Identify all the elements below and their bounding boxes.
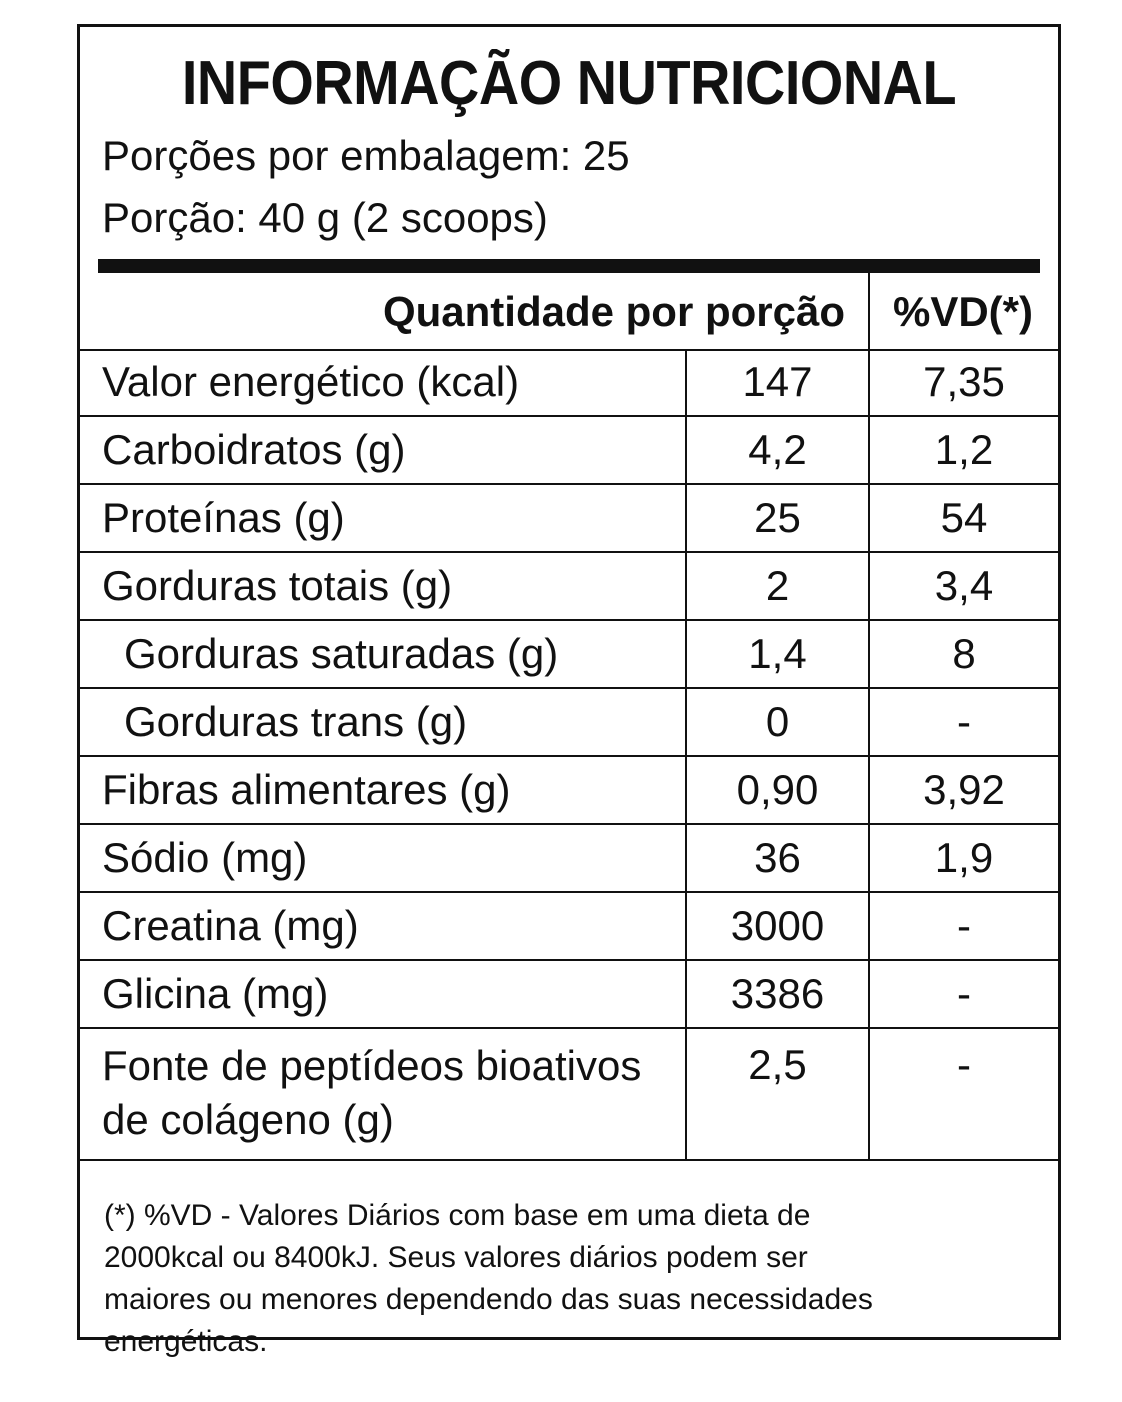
table-row — [80, 689, 1058, 757]
label-title: INFORMAÇÃO NUTRICIONAL — [181, 49, 957, 118]
table-row — [80, 417, 1058, 485]
table-row — [80, 349, 1058, 417]
nutrient-name: Fonte de peptídeos bioativos de colágeno (g) — [102, 1042, 642, 1143]
nutrient-name: Fibras alimentares (g) — [102, 766, 511, 813]
nutrient-name: Gorduras totais (g) — [102, 562, 453, 609]
table-row — [80, 893, 1058, 961]
servings-per-package: Porções por embalagem: 25 — [102, 132, 630, 179]
nutrient-name: Valor energético (kcal) — [102, 358, 520, 405]
nutrient-daily-value: 1,2 — [868, 417, 1058, 483]
nutrient-daily-value: 3,4 — [868, 553, 1058, 619]
nutrient-daily-value: - — [868, 893, 1058, 959]
table-row — [80, 485, 1058, 553]
table-row — [80, 825, 1058, 893]
nutrient-daily-value: 1,9 — [868, 825, 1058, 891]
nutrient-daily-value: - — [868, 1029, 1058, 1159]
header-column-divider — [868, 273, 870, 349]
nutrient-quantity: 3000 — [685, 893, 868, 959]
table-row — [80, 961, 1058, 1029]
nutrient-daily-value: 8 — [868, 621, 1058, 687]
table-row — [80, 757, 1058, 825]
nutrient-quantity: 2,5 — [685, 1029, 868, 1159]
nutrient-name: Proteínas (g) — [102, 494, 345, 541]
nutrient-name: Gorduras saturadas (g) — [124, 630, 559, 677]
nutrient-quantity: 4,2 — [685, 417, 868, 483]
nutrient-daily-value: - — [868, 961, 1058, 1027]
nutrient-quantity: 25 — [685, 485, 868, 551]
nutrient-quantity: 2 — [685, 553, 868, 619]
nutrient-daily-value: 3,92 — [868, 757, 1058, 823]
serving-size: Porção: 40 g (2 scoops) — [102, 194, 548, 241]
footnote: (*) %VD - Valores Diários com base em uma dieta de 2000kcal ou 8400kJ. Seus valores diários podem ser maiores ou menores dependendo das suas necessidades energéticas. — [104, 1199, 873, 1358]
nutrient-quantity: 3386 — [685, 961, 868, 1027]
header-daily-value: %VD(*) — [892, 288, 1033, 335]
nutrient-quantity: 1,4 — [685, 621, 868, 687]
nutrient-name: Sódio (mg) — [102, 834, 308, 881]
nutrient-quantity: 147 — [685, 349, 868, 415]
nutrient-name: Gorduras trans (g) — [124, 698, 468, 745]
table-row — [80, 621, 1058, 689]
nutrient-table — [80, 349, 1058, 1161]
nutrient-name: Glicina (mg) — [102, 970, 329, 1017]
nutrient-name: Creatina (mg) — [102, 902, 359, 949]
header-quantity: Quantidade por porção — [382, 288, 845, 335]
nutrient-daily-value: - — [868, 689, 1058, 755]
table-row — [80, 553, 1058, 621]
nutrient-daily-value: 7,35 — [868, 349, 1058, 415]
table-row — [80, 1029, 1058, 1161]
nutrient-daily-value: 54 — [868, 485, 1058, 551]
nutrient-quantity: 0,90 — [685, 757, 868, 823]
nutrient-name: Carboidratos (g) — [102, 426, 406, 473]
nutrition-label — [77, 24, 1061, 1358]
table-header — [80, 273, 1058, 351]
nutrient-quantity: 36 — [685, 825, 868, 891]
nutrient-quantity: 0 — [685, 689, 868, 755]
thick-divider — [98, 259, 1040, 273]
